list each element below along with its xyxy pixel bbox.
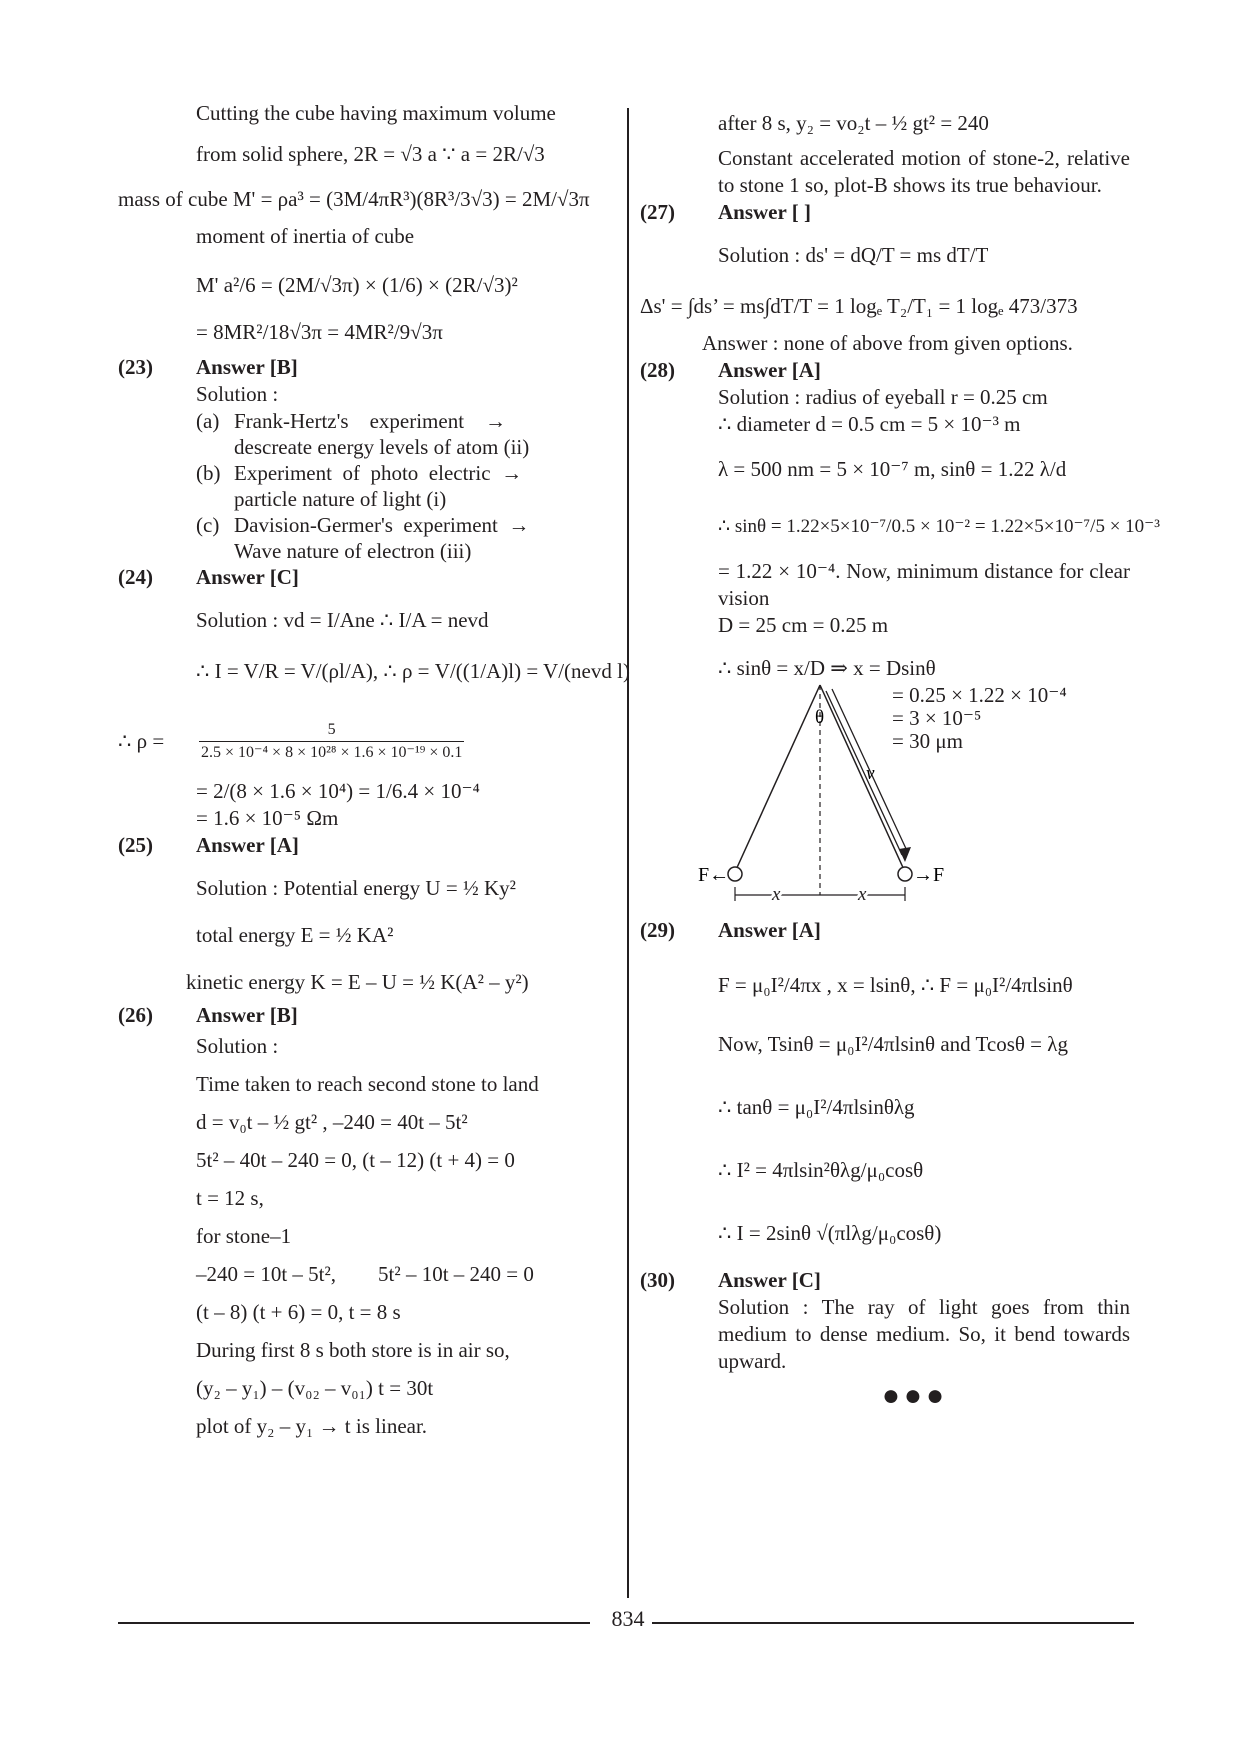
q26-line: During first 8 s both store is in air so, <box>196 1338 510 1362</box>
question-27-header <box>640 199 1130 226</box>
q25-line-3: kinetic energy K = E – U = ½ K(A² – y²) <box>186 970 529 994</box>
intro-line-2: from solid sphere, 2R = √3 a ∵ a = 2R/√3 <box>196 142 545 166</box>
item-text: descreate energy levels of atom (ii) <box>234 435 530 459</box>
right-column <box>640 100 1160 1412</box>
q26-line: Time taken to reach second stone to land <box>196 1072 539 1096</box>
item-label: (a) <box>196 409 220 433</box>
q24-line-4: = 2/(8 × 1.6 × 10⁴) = 1/6.4 × 10⁻⁴ <box>196 779 480 803</box>
q26-line: (y₂ – y₁) – (v₀₂ – v₀₁) t = 30t <box>196 1376 434 1400</box>
question-23-header <box>118 354 613 381</box>
item-text: particle nature of light (i) <box>234 487 447 511</box>
force-right-label: →F <box>913 864 945 886</box>
intro-line-3: mass of cube M' = ρa³ = (3M/4πR³)(8R³/3√3) = 2M/√3π <box>118 187 590 211</box>
question-26-header <box>118 1002 613 1029</box>
x-left-label: x <box>772 884 781 902</box>
q26-line: d = v₀t – ½ gt² , –240 = 40t – 5t² <box>196 1110 468 1134</box>
question-29-header <box>640 917 1130 944</box>
question-number: (25) <box>118 833 153 857</box>
q28-line-1: Solution : radius of eyeball r = 0.25 cm <box>718 385 1048 409</box>
q28-line-6: D = 25 cm = 0.25 m <box>718 613 889 637</box>
q29-line-2: Now, Tsinθ = μ₀I²/4πlsinθ and Tcosθ = λg <box>718 1032 1068 1056</box>
q27-line-2: Δs' = ∫ds’ = ms∫dT/T = 1 logₑ T₂/T₁ = 1 logₑ 473/373 <box>640 294 1078 318</box>
question-number: (30) <box>640 1268 675 1292</box>
page-number: 834 <box>611 1606 645 1631</box>
q27-line-1: Solution : ds' = dQ/T = ms dT/T <box>718 243 989 267</box>
q25-line-2: total energy E = ½ KA² <box>196 923 394 947</box>
question-number: (29) <box>640 918 675 942</box>
item-text: Davision-Germer's experiment → <box>234 513 530 537</box>
left-wire <box>728 867 742 881</box>
q28-line-10: = 30 μm <box>892 729 963 753</box>
fraction-denominator: 2.5 × 10⁻⁴ × 8 × 10²⁸ × 1.6 × 10⁻¹⁹ × 0.1 <box>201 744 463 761</box>
velocity-arrowhead <box>899 847 911 862</box>
question-25-header <box>118 832 613 859</box>
question-number: (24) <box>118 565 153 589</box>
footer-rule-left <box>118 1622 590 1624</box>
q24-line-5: = 1.6 × 10⁻⁵ Ωm <box>196 806 339 830</box>
q28-line-2: ∴ diameter d = 0.5 cm = 5 × 10⁻³ m <box>718 412 1021 436</box>
item-text: Wave nature of electron (iii) <box>234 539 472 563</box>
intro-line-1: Cutting the cube having maximum volume <box>196 101 556 125</box>
pendulum-svg <box>640 677 1130 902</box>
q28-line-8: = 0.25 × 1.22 × 10⁻⁴ <box>892 683 1067 707</box>
fraction-numerator: 5 <box>199 719 464 742</box>
answer-label: Answer [B] <box>196 355 298 379</box>
q28-line-5: = 1.22 × 10⁻⁴. Now, minimum distance for clear vision <box>718 559 1130 610</box>
q26-line: for stone–1 <box>196 1224 292 1248</box>
answer-label: Answer [A] <box>718 358 821 382</box>
cont-line-2: Constant accelerated motion of stone-2, relative to stone 1 so, plot-B shows its true behaviour. <box>718 146 1130 197</box>
q26-line: (t – 8) (t + 6) = 0, t = 8 s <box>196 1300 401 1324</box>
intro-line-5: M' a²/6 = (2M/√3π) × (1/6) × (2R/√3)² <box>196 273 518 297</box>
answer-label: Answer [A] <box>196 833 299 857</box>
q28-line-3: λ = 500 nm = 5 × 10⁻⁷ m, sinθ = 1.22 λ/d <box>718 457 1067 481</box>
question-number: (28) <box>640 358 675 382</box>
answer-label: Answer [B] <box>196 1003 298 1027</box>
cont-line-1: after 8 s, y₂ = vo₂t – ½ gt² = 240 <box>718 111 989 135</box>
q26-line: plot of y₂ – y₁ → t is linear. <box>196 1414 428 1438</box>
question-28-header <box>640 357 1130 384</box>
intro-line-6: = 8MR²/18√3π = 4MR²/9√3π <box>196 320 443 344</box>
q29-line-4: ∴ I² = 4πlsin²θλg/μ₀cosθ <box>718 1158 924 1182</box>
q24-line-1: Solution : vd = I/Ane ∴ I/A = nevd <box>196 608 489 632</box>
right-string <box>820 685 905 872</box>
q25-line-1: Solution : Potential energy U = ½ Ky² <box>196 876 516 900</box>
force-left-label: F← <box>698 864 730 886</box>
item-text: Experiment of photo electric → <box>234 461 523 485</box>
right-wire <box>898 867 912 881</box>
x-right-label: x <box>858 884 867 902</box>
left-string <box>735 685 820 872</box>
footer-rule-right <box>652 1622 1134 1624</box>
answer-label: Answer [C] <box>196 565 299 589</box>
question-24-header <box>118 564 613 591</box>
answer-label: Answer [ ] <box>718 200 811 224</box>
answer-label: Answer [C] <box>718 1268 821 1292</box>
velocity-label: v <box>866 763 875 784</box>
question-30-header <box>640 1267 1130 1294</box>
q26-line: t = 12 s, <box>196 1186 264 1210</box>
q29-line-5: ∴ I = 2sinθ √(πlλg/μ₀cosθ) <box>718 1221 942 1245</box>
list-item <box>196 512 546 564</box>
q29-line-3: ∴ tanθ = μ₀I²/4πlsinθλg <box>718 1095 915 1119</box>
q30-line-1: Solution : The ray of light goes from thin medium to dense medium. So, it bend towards upward. <box>718 1295 1130 1373</box>
question-number: (26) <box>118 1003 153 1027</box>
question-number: (23) <box>118 355 153 379</box>
q23-list <box>118 408 546 564</box>
pendulum-diagram <box>640 677 1130 902</box>
q24-line-2: ∴ I = V/R = V/(ρl/A), ∴ ρ = V/((1/A)l) = V/(nevd l) <box>196 659 630 683</box>
item-text: Frank-Hertz's experiment → <box>234 409 507 433</box>
list-item <box>196 408 546 460</box>
q28-line-9: = 3 × 10⁻⁵ <box>892 706 982 730</box>
item-label: (c) <box>196 513 220 537</box>
item-label: (b) <box>196 461 221 485</box>
q27-line-3: Answer : none of above from given options. <box>702 331 1073 355</box>
q29-line-1: F = μ₀I²/4πx , x = lsinθ, ∴ F = μ₀I²/4πlsinθ <box>718 973 1073 997</box>
q26-line: 5t² – 40t – 240 = 0, (t – 12) (t + 4) = 0 <box>196 1148 515 1172</box>
theta-label: θ <box>815 707 825 728</box>
solution-label: Solution : <box>196 382 279 406</box>
answer-label: Answer [A] <box>718 918 821 942</box>
q26-line: –240 = 10t – 5t², 5t² – 10t – 240 = 0 <box>196 1262 534 1286</box>
end-ornament: ●●● <box>881 1379 949 1412</box>
column-divider <box>627 108 629 1598</box>
left-column <box>118 100 630 1440</box>
q24-line-3: ∴ ρ = $\frac{5}{\text{2.5 × 10⁻⁴ × 8 × 10²⁸ × 1.6 × 10⁻¹⁹ × 0.1}}$ <box>118 719 613 764</box>
list-item <box>196 460 546 512</box>
velocity-arrow <box>826 691 902 855</box>
intro-line-4: moment of inertia of cube <box>196 224 415 248</box>
q26-line: Solution : <box>196 1034 279 1058</box>
q28-line-4: ∴ sinθ = 1.22×5×10⁻⁷/0.5 × 10⁻² = 1.22×5×10⁻⁷/5 × 10⁻³ <box>718 516 1160 537</box>
question-number: (27) <box>640 200 675 224</box>
q28-line-7: ∴ sinθ = x/D ⇒ x = Dsinθ <box>718 656 936 680</box>
